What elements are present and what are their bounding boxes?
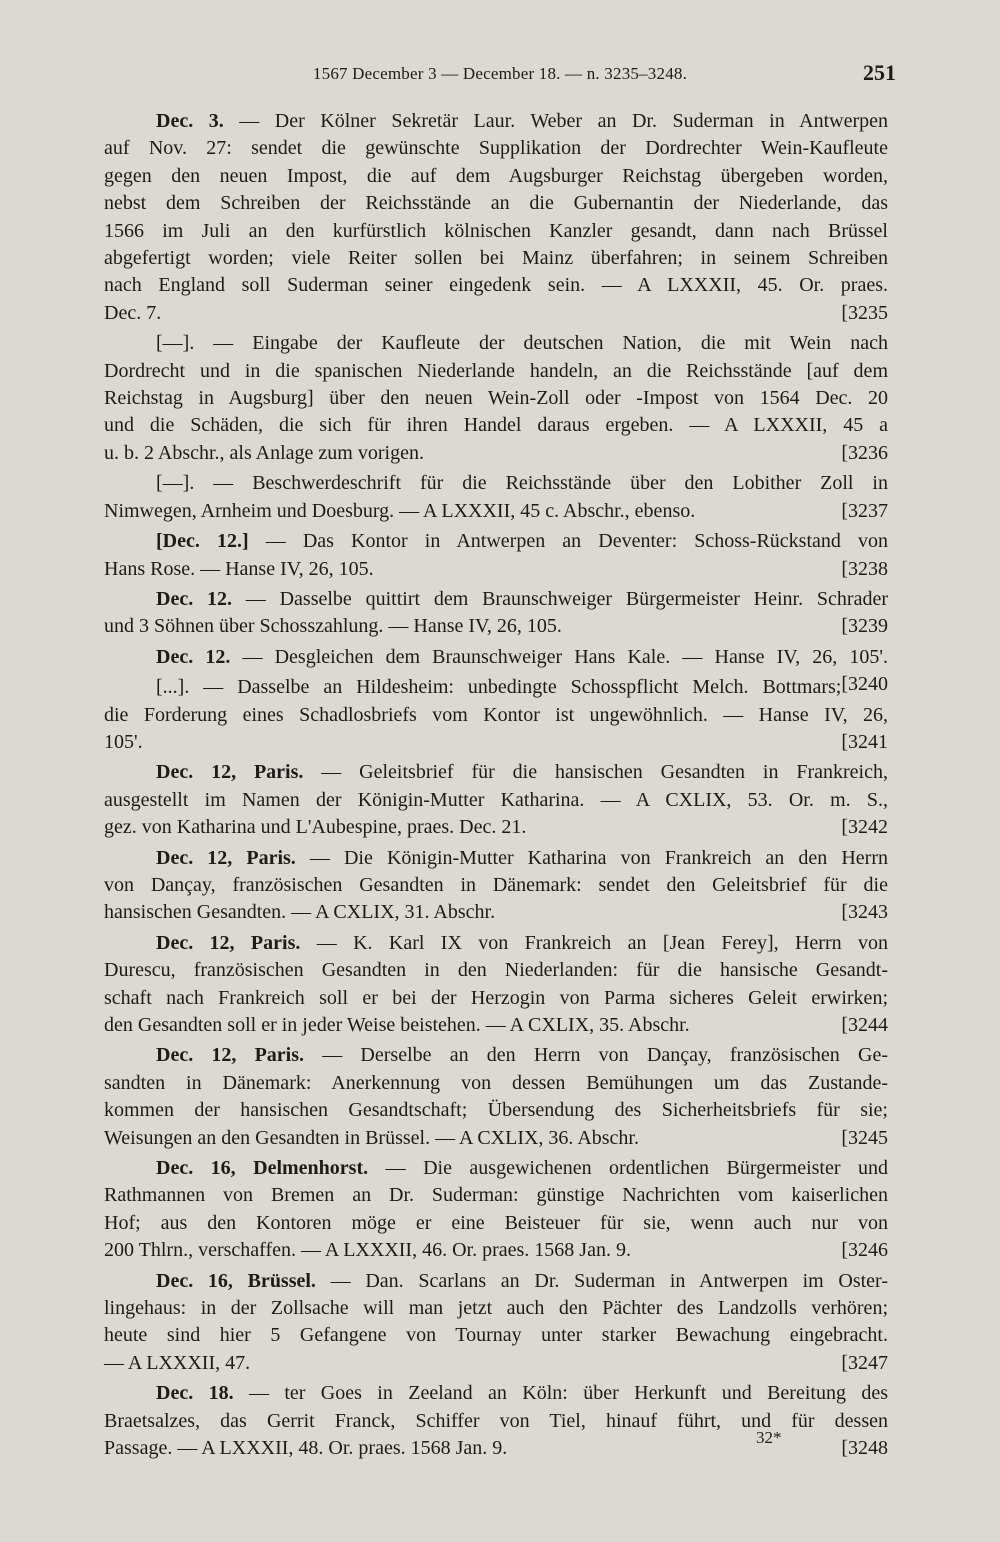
entry-line: [...]. — Dasselbe an Hildesheim: unbedingte Schosspflicht Melch. Bottmars; — [156, 676, 842, 699]
entry-line: Dordrecht und in die spanischen Niederlande handeln, an die Reichsstände [auf dem — [104, 359, 888, 382]
entry-line: nach England soll Suderman seiner eingedenk sein. — A LXXXII, 45. Or. praes. — [104, 274, 888, 297]
entry-line-text: u. b. 2 Abschr., als Anlage zum vorigen. — [104, 441, 424, 464]
entry-line — [104, 814, 888, 841]
entry-line-text: Passage. — A LXXXII, 48. Or. praes. 1568 Jan. 9. — [104, 1437, 508, 1460]
entry-number: [3243 — [841, 901, 888, 924]
entry-line — [104, 1350, 888, 1377]
register-entry — [104, 1380, 888, 1462]
entry-line — [104, 556, 888, 583]
register-entries — [104, 108, 888, 1466]
entry-number: [3246 — [841, 1239, 888, 1262]
entry-line: abgefertigt worden; viele Reiter sollen bei Mainz überfahren; in seinem Schreiben — [104, 247, 888, 270]
entry-number: [3245 — [841, 1126, 888, 1149]
entry-line: Hof; aus den Kontoren möge er eine Beisteuer für sie, wenn auch nur von — [104, 1211, 888, 1234]
entry-line: schaft nach Frankreich soll er bei der Herzogin von Parma sicheres Geleit erwirken; — [104, 986, 888, 1009]
entry-line: ausgestellt im Namen der Königin-Mutter Katharina. — A CXLIX, 53. Or. m. S., — [104, 788, 888, 811]
register-entry — [104, 528, 888, 583]
entry-line: Dec. 16, Brüssel. — Dan. Scarlans an Dr. Suderman in Antwerpen im Oster- — [156, 1269, 888, 1292]
entry-line: Dec. 12, Paris. — K. Karl IX von Frankreich an [Jean Ferey], Herrn von — [156, 931, 888, 954]
entry-date: Dec. 12. — [156, 587, 232, 610]
register-entry — [104, 470, 888, 525]
register-entry — [104, 586, 888, 641]
entry-number: [3248 — [841, 1437, 888, 1460]
entry-line — [104, 440, 888, 467]
entry-line-text: Hans Rose. — Hanse IV, 26, 105. — [104, 557, 374, 580]
entry-date: Dec. 12, Paris. — [156, 846, 296, 869]
entry-line-text: Dec. 7. — [104, 301, 162, 324]
entry-date: Dec. 18. — [156, 1382, 234, 1405]
entry-number: [3235 — [841, 301, 888, 324]
entry-line-text: und 3 Söhnen über Schosszahlung. — Hanse IV, 26, 105. — [104, 615, 562, 638]
entry-number: [3240 — [841, 673, 888, 696]
entry-line: Dec. 12. — Desgleichen dem Braunschweiger Hans Kale. — Hanse IV, 26, 105'. — [156, 645, 889, 668]
entry-line: Dec. 12, Paris. — Geleitsbrief für die hansischen Gesandten in Frankreich, — [156, 761, 888, 784]
entry-line: Dec. 12, Paris. — Die Königin-Mutter Katharina von Frankreich an den Herrn — [156, 846, 888, 869]
entry-line-text: 105'. — [104, 730, 143, 753]
register-entry — [104, 930, 888, 1040]
entry-line — [104, 1237, 888, 1264]
register-entry — [104, 674, 888, 756]
signature-mark: 32* — [756, 1428, 782, 1447]
page-header — [104, 60, 896, 90]
entry-line: gegen den neuen Impost, die auf dem Augsburger Reichstag übergeben worden, — [104, 164, 888, 187]
entry-number: [3247 — [841, 1351, 888, 1374]
entry-line: heute sind hier 5 Gefangene von Tournay unter starker Bewachung eingebracht. — [104, 1324, 888, 1347]
entry-line: nebst dem Schreiben der Reichsstände an die Gubernantin der Niederlande, das — [104, 192, 888, 215]
entry-number: [3239 — [841, 615, 888, 638]
entry-date: [Dec. 12.] — [156, 530, 249, 553]
register-entry — [104, 1042, 888, 1152]
running-head: 1567 December 3 — December 18. — n. 3235–3248. — [312, 64, 688, 83]
entry-line: Reichstag in Augsburg] über den neuen Wein-Zoll oder -Impost von 1564 Dec. 20 — [104, 387, 888, 410]
entry-date: Dec. 16, Brüssel. — [156, 1269, 316, 1292]
entry-line-text: 200 Thlrn., verschaffen. — A LXXXII, 46. Or. praes. 1568 Jan. 9. — [104, 1239, 631, 1262]
entry-line-text: den Gesandten soll er in jeder Weise beistehen. — A CXLIX, 35. Abschr. — [104, 1014, 690, 1036]
register-entry — [104, 108, 888, 327]
entry-line-text: Nimwegen, Arnheim und Doesburg. — A LXXXII, 45 c. Abschr., ebenso. — [104, 499, 696, 522]
entry-number: [3244 — [841, 1014, 888, 1036]
entry-line: Dec. 12, Paris. — Derselbe an den Herrn von Dançay, französischen Ge- — [156, 1044, 888, 1067]
entry-line: von Dançay, französischen Gesandten in Dänemark: sendet den Geleitsbrief für die — [104, 873, 888, 896]
entry-line: 1566 im Juli an den kurfürstlich kölnischen Kanzler gesandt, dann nach Brüssel — [104, 219, 888, 242]
entry-line: und die Schäden, die sich für ihren Handel daraus ergeben. — A LXXXII, 45 a — [104, 414, 888, 437]
entry-line — [104, 729, 888, 756]
entry-date: Dec. 3. — [156, 110, 224, 132]
entry-line: Dec. 16, Delmenhorst. — Die ausgewichenen ordentlichen Bürgermeister und — [156, 1157, 888, 1180]
entry-line: Rathmannen von Bremen an Dr. Suderman: günstige Nachrichten vom kaiserlichen — [104, 1184, 888, 1207]
entry-line-text: hansischen Gesandten. — A CXLIX, 31. Abschr. — [104, 901, 496, 924]
entry-date: Dec. 12, Paris. — [156, 931, 301, 954]
register-entry — [104, 845, 888, 927]
entry-line: Dec. 18. — ter Goes in Zeeland an Köln: über Herkunft und Bereitung des — [156, 1382, 888, 1405]
entry-number: [3242 — [841, 816, 888, 839]
entry-date: Dec. 12. — [156, 645, 231, 668]
entry-line — [104, 1012, 888, 1039]
entry-number: [3238 — [841, 557, 888, 580]
entry-line: kommen der hansischen Gesandtschaft; Übersendung des Sicherheitsbriefs für sie; — [104, 1099, 888, 1122]
entry-date: Dec. 12, Paris. — [156, 1044, 305, 1067]
entry-line — [104, 899, 888, 926]
entry-line: [—]. — Beschwerdeschrift für die Reichsstände über den Lobither Zoll in — [156, 472, 888, 495]
register-entry — [104, 1155, 888, 1265]
entry-date: Dec. 12, Paris. — [156, 761, 304, 784]
entry-line: Braetsalzes, das Gerrit Franck, Schiffer von Tiel, hinauf führt, und für dessen — [104, 1409, 888, 1432]
entry-date: Dec. 16, Delmenhorst. — [156, 1157, 369, 1180]
entry-line: lingehaus: in der Zollsache will man jetzt auch den Pächter des Landzolls verhören; — [104, 1297, 888, 1320]
entry-number: [3237 — [841, 499, 888, 522]
entry-line-text: gez. von Katharina und L'Aubespine, praes. Dec. 21. — [104, 816, 527, 839]
entry-line — [104, 498, 888, 525]
register-entry — [104, 1268, 888, 1378]
entry-line: auf Nov. 27: sendet die gewünschte Supplikation der Dordrechter Wein-Kaufleute — [104, 137, 888, 160]
entry-number: [3236 — [841, 441, 888, 464]
register-entry — [104, 759, 888, 841]
entry-line: sandten in Dänemark: Anerkennung von dessen Bemühungen um das Zustande- — [104, 1071, 888, 1094]
entry-line: Dec. 12. — Dasselbe quittirt dem Braunschweiger Bürgermeister Heinr. Schrader — [156, 587, 888, 610]
entry-line: Durescu, französischen Gesandten in den Niederlanden: für die hansische Gesandt- — [104, 959, 888, 982]
entry-line — [104, 1125, 888, 1152]
entry-line — [104, 300, 888, 327]
entry-number: [3241 — [841, 730, 888, 753]
entry-line: [—]. — Eingabe der Kaufleute der deutschen Nation, die mit Wein nach — [156, 332, 888, 355]
entry-line: [Dec. 12.] — Das Kontor in Antwerpen an Deventer: Schoss-Rückstand von — [156, 530, 888, 553]
entry-line-text: — A LXXXII, 47. — [104, 1351, 251, 1374]
entry-line: Dec. 3. — Der Kölner Sekretär Laur. Weber an Dr. Suderman in Antwerpen — [156, 110, 888, 132]
register-entry — [104, 330, 888, 467]
entry-line: die Forderung eines Schadlosbriefs vom Kontor ist ungewöhnlich. — Hanse IV, 26, — [104, 703, 888, 726]
page-number: 251 — [863, 60, 896, 85]
entry-line — [104, 613, 888, 640]
entry-line-text: Weisungen an den Gesandten in Brüssel. — A CXLIX, 36. Abschr. — [104, 1126, 639, 1149]
